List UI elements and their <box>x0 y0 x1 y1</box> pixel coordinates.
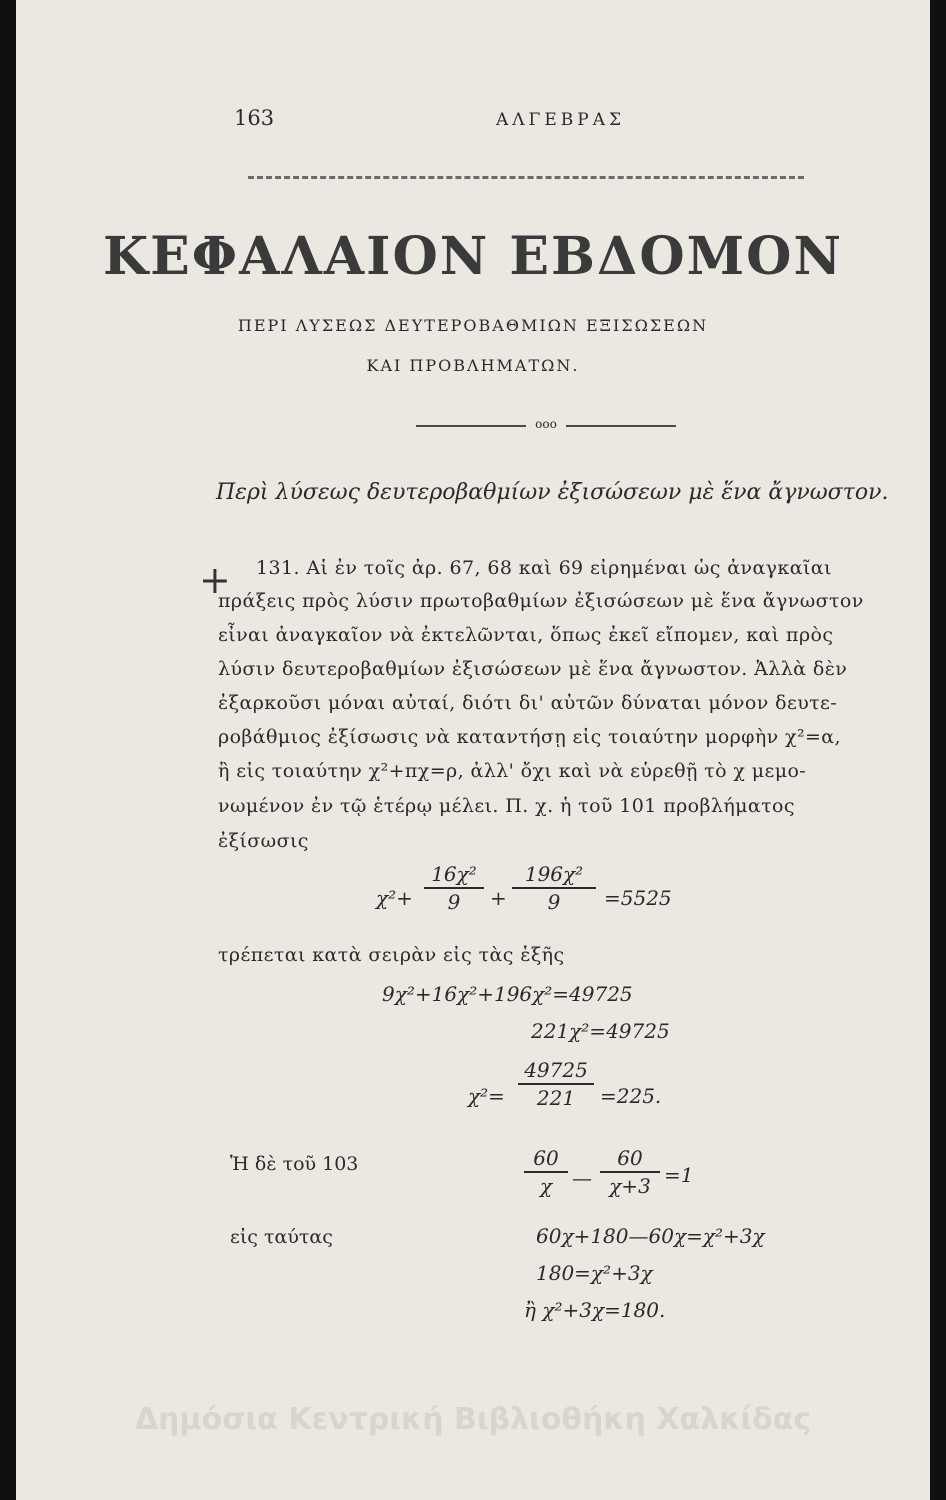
section-heading: Περὶ λύσεως δευτεροβαθμίων ἐξισώσεων μὲ ἕνα ἄγνωστον. <box>216 480 889 505</box>
fraction-denominator: χ <box>539 1174 553 1198</box>
fraction-denominator: 9 <box>447 890 461 914</box>
margin-cross-mark: + <box>199 558 231 602</box>
ornament-mark: ooo <box>526 418 566 430</box>
book-page <box>16 0 930 1500</box>
transition-text: τρέπεται κατὰ σειρὰν εἰς τὰς ἑξῆς <box>218 944 565 966</box>
equation-1-lead: χ²+ <box>376 886 413 910</box>
equation-5-fraction-1 <box>524 1146 568 1198</box>
chapter-title: ΚΕΦΑΛΑΙΟΝ ΕΒΔΟΜΟΝ <box>102 226 844 287</box>
equation-4-fraction <box>518 1058 594 1110</box>
paragraph-line: ἐξαρκοῦσι μόναι αὐταί, διότι δι' αὐτῶν δύναται μόνον δευτε- <box>218 692 838 714</box>
equation-1-fraction-1 <box>424 862 484 914</box>
equation-5-rhs: =1 <box>664 1163 694 1187</box>
equation-3: 221χ²=49725 <box>531 1019 670 1043</box>
fraction-denominator: χ+3 <box>609 1174 651 1198</box>
paragraph-line: ἐξίσωσις <box>218 830 309 852</box>
fraction-bar <box>518 1083 594 1085</box>
paragraph-line: λύσιν δευτεροβαθμίων ἐξισώσεων μὲ ἕνα ἄγνωστον. Ἀλλὰ δὲν <box>218 658 848 680</box>
equation-8: ἢ χ²+3χ=180. <box>524 1298 666 1322</box>
equation-5-minus: — <box>572 1166 592 1190</box>
equation-4-rhs: =225. <box>600 1084 662 1108</box>
fraction-numerator: 196χ² <box>524 862 584 886</box>
equation-5-fraction-2 <box>600 1146 660 1198</box>
equation-7: 180=χ²+3χ <box>536 1261 653 1285</box>
fraction-bar <box>424 887 484 889</box>
paragraph-line: ἢ εἰς τοιαύτην χ²+πχ=ρ, ἀλλ' ὄχι καὶ νὰ εὑρεθῇ τὸ χ μεμο- <box>218 760 807 782</box>
label-problem-103: Ἡ δὲ τοῦ 103 <box>230 1153 359 1175</box>
equation-1-rhs: =5525 <box>604 886 672 910</box>
fraction-denominator: 9 <box>547 890 561 914</box>
paragraph-line: πράξεις πρὸς λύσιν πρωτοβαθμίων ἐξισώσεων μὲ ἕνα ἄγνωστον <box>218 590 864 612</box>
fraction-denominator: 221 <box>536 1086 576 1110</box>
equation-1-plus: + <box>490 886 507 910</box>
equation-6: 60χ+180—60χ=χ²+3χ <box>536 1224 765 1248</box>
equation-4-lead: χ²= <box>468 1084 505 1108</box>
fraction-numerator: 60 <box>617 1146 643 1170</box>
fraction-bar <box>512 887 596 889</box>
page-number: 163 <box>234 106 275 130</box>
top-rule <box>248 176 804 179</box>
equation-1-fraction-2 <box>512 862 596 914</box>
paragraph-line: ροβάθμιος ἐξίσωσις νὰ καταντήσῃ εἰς τοιαύτην μορφὴν χ²=α, <box>218 726 841 748</box>
chapter-subtitle-line2: ΚΑΙ ΠΡΟΒΛΗΜΑΤΩΝ. <box>366 356 580 375</box>
label-eis-taytas: εἰς ταύτας <box>230 1226 333 1248</box>
equation-2: 9χ²+16χ²+196χ²=49725 <box>382 982 633 1006</box>
fraction-bar <box>524 1171 568 1173</box>
library-watermark: Δημόσια Κεντρική Βιβλιοθήκη Χαλκίδας <box>134 1402 812 1437</box>
fraction-numerator: 49725 <box>524 1058 588 1082</box>
paragraph-line: 131. Αἱ ἐν τοῖς ἀρ. 67, 68 καὶ 69 εἰρημέναι ὡς ἀναγκαῖαι <box>256 557 832 579</box>
paragraph-line: εἶναι ἀναγκαῖον νὰ ἐκτελῶνται, ὅπως ἐκεῖ εἴπομεν, καὶ πρὸς <box>218 624 834 646</box>
running-head: ΑΛΓΕΒΡΑΣ <box>496 110 625 130</box>
fraction-bar <box>600 1171 660 1173</box>
chapter-subtitle-line1: ΠΕΡΙ ΛΥΣΕΩΣ ΔΕΥΤΕΡΟΒΑΘΜΙΩΝ ΕΞΙΣΩΣΕΩΝ <box>237 316 709 335</box>
paragraph-line: νωμένον ἐν τῷ ἑτέρῳ μέλει. Π. χ. ἡ τοῦ 101 προβλήματος <box>218 795 795 817</box>
fraction-numerator: 60 <box>533 1146 559 1170</box>
fraction-numerator: 16χ² <box>431 862 477 886</box>
